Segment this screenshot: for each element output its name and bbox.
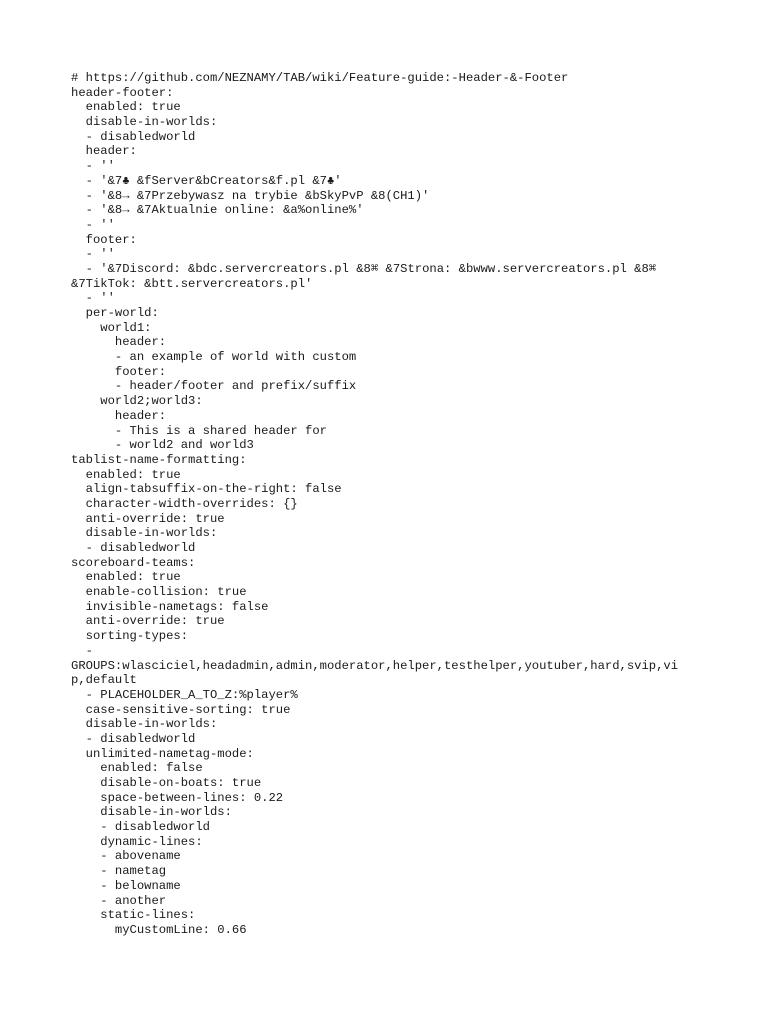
text-line: world2;world3: <box>71 394 203 409</box>
text-line: footer: <box>71 232 137 247</box>
text-line: - '' <box>71 217 115 232</box>
text-line: - '&7♣ &fServer&bCreators&f.pl &7♣' <box>71 173 342 188</box>
text-line: character-width-overrides: {} <box>71 496 298 511</box>
text-line: static-lines: <box>71 908 196 923</box>
text-line: - disabledworld <box>71 731 196 746</box>
text-line: anti-override: true <box>71 614 225 629</box>
text-line: disable-in-worlds: <box>71 805 232 820</box>
text-line: enabled: true <box>71 100 181 115</box>
text-line: enabled: true <box>71 570 181 585</box>
text-line: - '' <box>71 159 115 174</box>
text-line: disable-in-worlds: <box>71 115 218 130</box>
text-line: align-tabsuffix-on-the-right: false <box>71 482 342 497</box>
text-line: - abovename <box>71 849 181 864</box>
text-line: # https://github.com/NEZNAMY/TAB/wiki/Feature-guide:-Header-&-Footer <box>71 71 569 85</box>
text-line: - disabledworld <box>71 129 196 144</box>
text-line: enabled: true <box>71 467 181 482</box>
text-line: - '' <box>71 247 115 262</box>
text-line: - header/footer and prefix/suffix <box>71 379 357 394</box>
text-line: disable-on-boats: true <box>71 776 262 790</box>
text-line: - This is a shared header for <box>71 423 327 438</box>
text-line: - another <box>71 893 167 908</box>
text-line: - nametag <box>71 864 167 879</box>
text-line: space-between-lines: 0.22 <box>71 790 284 805</box>
text-line: sorting-types: <box>71 629 189 644</box>
text-line: anti-override: true <box>71 511 225 526</box>
text-line: world1: <box>71 320 152 335</box>
text-line: dynamic-lines: <box>71 834 203 849</box>
text-line: - world2 and world3 <box>71 438 254 453</box>
text-line: scoreboard-teams: <box>71 555 196 570</box>
text-line: - <box>71 643 93 658</box>
text-line: myCustomLine: 0.66 <box>71 922 247 937</box>
text-line: disable-in-worlds: <box>71 526 218 541</box>
text-line: - an example of world with custom <box>71 350 357 365</box>
text-line: enabled: false <box>71 761 203 776</box>
text-line: tablist-name-formatting: <box>71 452 247 467</box>
text-line: - '' <box>71 291 115 306</box>
text-line: per-world: <box>71 306 159 320</box>
text-line: - '&8→ &7Przebywasz na trybie &bSkyPvP &8(CH1)' <box>71 188 430 203</box>
text-line: GROUPS:wlasciciel,headadmin,admin,moderator,helper,testhelper,youtuber,hard,svip,vi <box>71 658 679 673</box>
text-line: enable-collision: true <box>71 585 247 600</box>
text-line: footer: <box>71 364 167 379</box>
text-line: case-sensitive-sorting: true <box>71 702 291 717</box>
text-line: &7TikTok: &btt.servercreators.pl' <box>71 276 313 291</box>
text-line: - PLACEHOLDER_A_TO_Z:%player% <box>71 687 298 702</box>
text-line: - '&7Discord: &bdc.servercreators.pl &8⌘ &7Strona: &bwww.servercreators.pl &8⌘ <box>71 261 657 276</box>
text-line: - disabledworld <box>71 820 210 835</box>
text-line: header: <box>71 335 167 350</box>
document-page <box>71 71 691 938</box>
text-line: - belowname <box>71 878 181 893</box>
text-line: invisible-nametags: false <box>71 599 269 614</box>
text-line: unlimited-nametag-mode: <box>71 746 254 761</box>
text-line: header: <box>71 408 167 423</box>
text-line: - disabledworld <box>71 541 196 555</box>
text-line: header: <box>71 144 137 159</box>
text-line: disable-in-worlds: <box>71 717 218 732</box>
text-line: - '&8→ &7Aktualnie online: &a%online%' <box>71 203 364 218</box>
text-line: p,default <box>71 673 137 688</box>
text-line: header-footer: <box>71 85 174 100</box>
